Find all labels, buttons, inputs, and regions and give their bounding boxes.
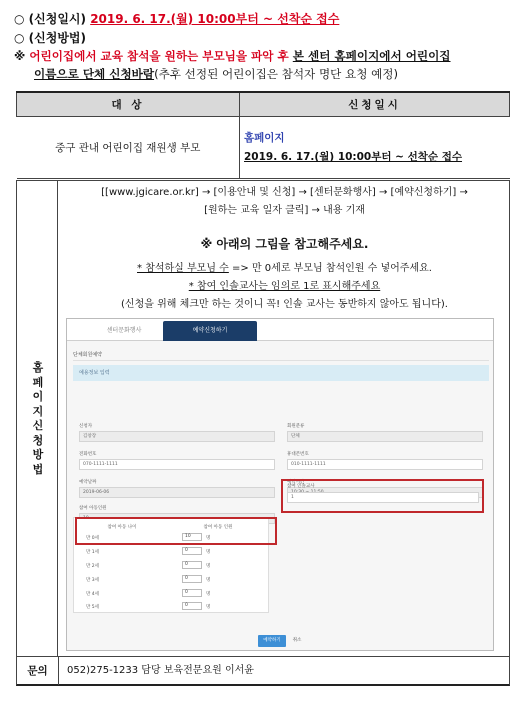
grid-head-age: 참여 아동 나이 [107,525,137,530]
phone-field[interactable]: 070-1111-1111 [79,459,275,470]
date-text: 2019. 6. 17.(월) 10:00부터 ~ 선착순 접수 [244,151,463,163]
grid-age-5: 만 5세 [86,605,99,610]
contact-value: 052)275-1233 담당 보육전문요원 이서윤 [67,665,254,676]
note1-underlined: * 참석하실 부모님 수 [137,263,229,274]
col-date-header: 신청일시 [240,92,510,116]
side-char: 지 [32,404,44,418]
tab-bar [67,319,494,341]
col-target-header: 대 상 [17,92,240,116]
mobile-label: 휴대폰번호 [287,452,309,457]
grid-unit-3: 명 [206,578,211,583]
side-char: 방 [32,448,44,461]
notice-line-1 [14,48,451,64]
time-label: 예약시간 [287,480,305,485]
contact-row [16,656,510,686]
applicant-field[interactable]: 김창장 [79,431,275,442]
date-field[interactable]: 2019-06-06 [79,487,275,498]
note-line-2: * 참여 인솔교사는 임의로 1로 표시해주세요 [188,281,381,292]
refer-notice: ※ 아래의 그림을 참고해주세요. [200,237,369,251]
notice-followup: (추후 선정된 어린이집은 참석자 명단 요청 예정) [154,67,399,81]
note-line-1 [59,259,510,274]
side-char: 페 [32,375,44,389]
notice-bold-text: 본 센터 홈페이지에서 어린이집 [292,49,451,63]
side-char: 홈 [32,361,44,374]
phone-label: 전화번호 [79,452,97,457]
side-char: 이 [32,390,44,403]
note1-rest: => 만 0세로 부모님 참석인원 수 넣어주세요. [228,263,432,274]
notice-line-2 [34,66,398,82]
note-line-3: (신청을 위해 체크만 하는 것이니 꼭! 인솔 교사는 동반하지 않아도 됩니다). [121,299,448,310]
grid-unit-1: 명 [206,550,211,555]
path-line-2: [원하는 교육 일자 클릭] → 내용 기재 [204,205,365,216]
grid-count-4[interactable]: 0 [182,589,202,597]
method-side-column [16,181,58,657]
side-char: 청 [32,433,44,447]
tab-reservation[interactable]: 예약신청하기 [163,321,257,341]
info-banner: 예용정보 입력 [73,365,489,381]
target-text: 중구 관내 어린이집 재원생 부모 [55,141,201,154]
grid-count-3[interactable]: 0 [182,575,202,583]
page-title: 단체회원예약 [73,349,489,361]
site-label: 홈페이지 [244,132,285,144]
notice-mark: ※ [14,49,26,63]
grid-age-0: 만 0세 [86,536,99,541]
grid-count-5[interactable]: 0 [182,602,202,610]
mobile-field[interactable]: 010-1111-1111 [287,459,483,470]
reserve-button[interactable]: 예약하기 [258,635,286,647]
grid-count-2[interactable]: 0 [182,561,202,569]
grid-age-2: 만 2세 [86,564,99,569]
grid-age-4: 만 4세 [86,592,99,597]
apply-method-label: ○ (신청방법) [14,31,86,45]
target-cell [17,116,240,178]
teacher-select[interactable]: 1 [287,492,479,503]
path-line-1: [[www.jgicare.or.kr] → [이용안내 및 신청] → [센터문화행사] → [예약신청하기] → [101,187,468,198]
apply-date-label: ○ (신청일시) [14,12,86,26]
children-label: 참여 아동인원 [79,506,107,511]
grid-count-1[interactable]: 0 [182,547,202,555]
date-cell [240,116,510,178]
schedule-table [16,91,510,179]
notice-group-apply: 이름으로 단체 신청바람 [34,67,155,81]
reservation-screenshot [66,318,494,651]
grid-age-3: 만 3세 [86,578,99,583]
apply-method-line [14,29,86,46]
grid-age-1: 만 1세 [86,550,99,555]
apply-date-value: 2019. 6. 17.(월) 10:00부터 ~ 선착순 접수 [90,12,340,26]
method-side-label [29,361,47,477]
member-type-label: 회원분류 [287,424,305,429]
grid-unit-2: 명 [206,564,211,569]
tab-culture-event[interactable]: 센터문화행사 [106,327,142,334]
grid-count-0[interactable]: 10 [182,533,202,541]
grid-unit-4: 명 [206,592,211,597]
grid-unit-0: 명 [206,536,211,541]
cancel-button[interactable]: 취소 [292,638,302,643]
applicant-label: 신청자 [79,424,93,429]
grid-head-count: 참여 아동 인원 [203,525,233,530]
side-char: 법 [32,462,44,476]
notice-red-text: 어린이집에서 교육 참석을 원하는 부모님을 파악 후 [29,49,289,63]
side-char: 신 [32,419,44,432]
date-label: 예약날짜 [79,480,97,485]
apply-date-line [14,10,339,27]
contact-label: 문의 [17,657,59,685]
member-type-field[interactable]: 단체 [287,431,483,442]
grid-unit-5: 명 [206,605,211,610]
teacher-label: 참여 인솔교사 [287,484,315,489]
age0-highlight [75,517,277,545]
